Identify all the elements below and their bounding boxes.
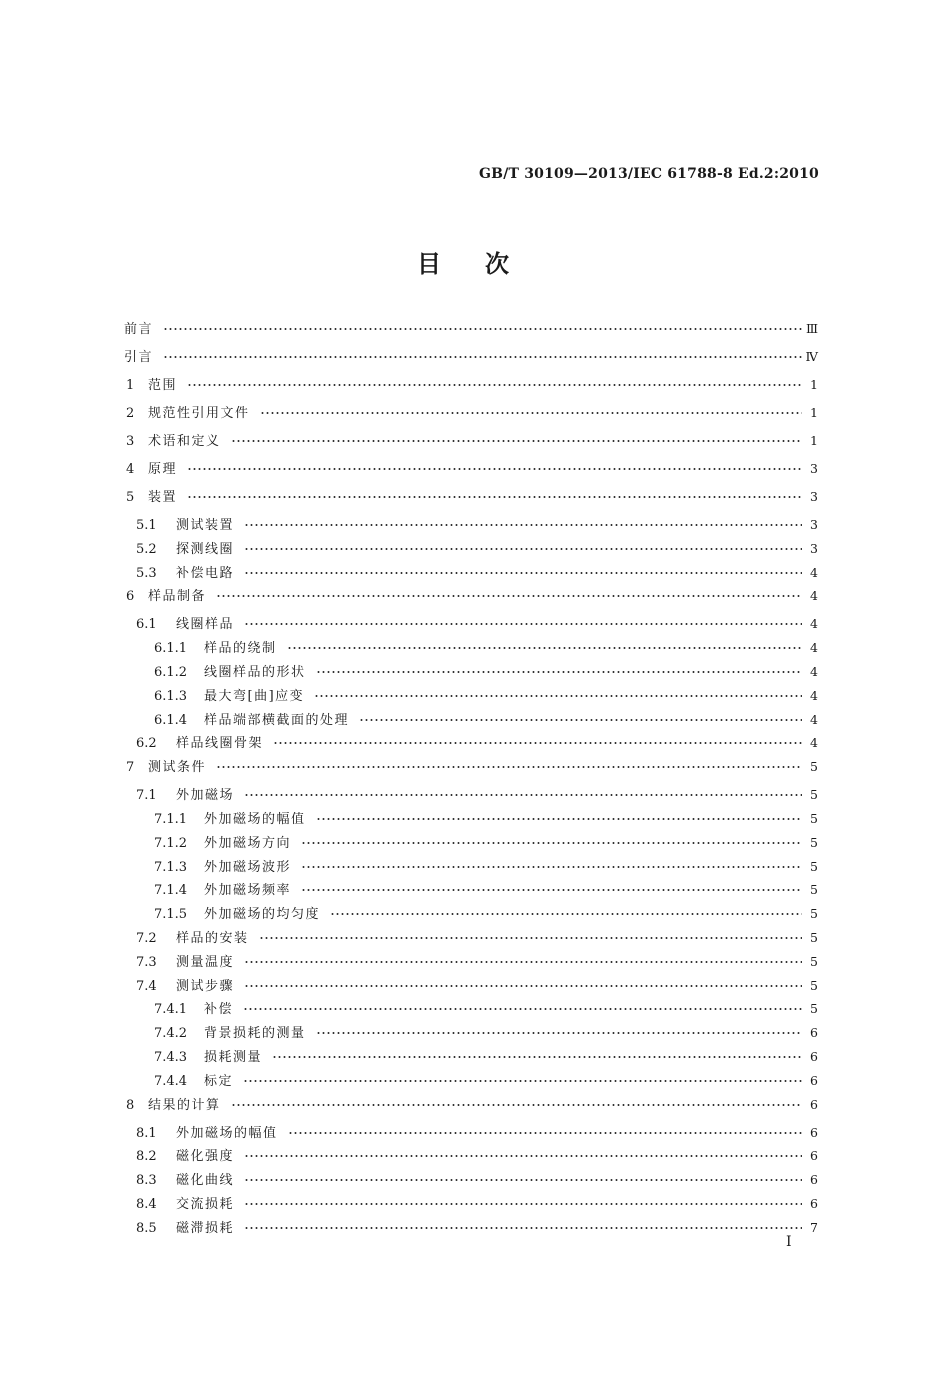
toc-entry[interactable] <box>124 661 818 685</box>
toc-entry-page: 5 <box>810 810 818 826</box>
toc-entry-label: 范围 <box>148 378 178 393</box>
toc-entry-page: 4 <box>810 564 818 580</box>
toc-entry-label: 外加磁场的幅值 <box>204 811 306 827</box>
toc-entry-page: 6 <box>810 1148 818 1164</box>
dot-leader <box>244 960 802 964</box>
toc-entry[interactable] <box>124 903 818 927</box>
dot-leader <box>231 1103 802 1107</box>
toc-entry-label: 结果的计算 <box>148 1097 221 1113</box>
toc-entry[interactable] <box>124 1145 818 1169</box>
toc-entry[interactable] <box>124 998 818 1022</box>
page-number: I <box>786 1234 792 1250</box>
toc-entry[interactable] <box>124 1070 818 1094</box>
toc-entry-label: 损耗测量 <box>204 1049 263 1065</box>
dot-leader <box>301 841 802 845</box>
toc-entry-number: 7.4 <box>136 978 157 994</box>
toc-entry-page: 4 <box>810 640 818 656</box>
dot-leader <box>244 984 802 988</box>
dot-leader <box>244 1178 802 1182</box>
dot-leader <box>244 571 802 575</box>
toc-entry-page: 4 <box>810 663 818 679</box>
toc-entry-number: 6.1.1 <box>154 641 188 657</box>
toc-entry-label: 装置 <box>148 490 178 505</box>
dot-leader <box>231 439 802 443</box>
toc-entry-page: 4 <box>810 616 818 632</box>
toc-entry-page: 6 <box>810 1096 818 1112</box>
toc-entry-page: 5 <box>810 906 818 922</box>
toc-entry-label: 规范性引用文件 <box>148 406 250 421</box>
toc-entry-label: 测试条件 <box>148 760 207 776</box>
toc-entry-number: 8.2 <box>136 1149 157 1165</box>
toc-entry-number: 6.2 <box>136 736 157 752</box>
toc-entry-page: 3 <box>810 489 818 504</box>
dot-leader <box>316 817 802 821</box>
toc-entry-page: 4 <box>810 687 818 703</box>
toc-entry[interactable] <box>124 346 818 374</box>
toc-entry[interactable] <box>124 756 818 784</box>
toc-entry[interactable] <box>124 318 818 346</box>
dot-leader <box>316 670 802 674</box>
standard-code: GB/T 30109—2013/IEC 61788-8 Ed.2:2010 <box>479 166 819 182</box>
toc-entry-number: 7.4.2 <box>154 1026 188 1042</box>
toc-entry-label: 磁化强度 <box>176 1149 235 1165</box>
toc-entry-label: 背景损耗的测量 <box>204 1026 306 1042</box>
toc-entry-number: 5.3 <box>136 565 157 581</box>
dot-leader <box>316 1031 802 1035</box>
toc-entry-page: 1 <box>810 377 818 392</box>
toc-entry[interactable] <box>124 975 818 999</box>
toc-entry-number: 8.5 <box>136 1220 157 1236</box>
table-of-contents <box>124 318 818 1241</box>
toc-entry-label: 测量温度 <box>176 954 235 970</box>
toc-entry-number: 7.4.1 <box>154 1002 188 1018</box>
toc-entry[interactable] <box>124 402 818 430</box>
toc-entry-number: 5.1 <box>136 518 157 533</box>
dot-leader <box>314 694 802 698</box>
toc-entry[interactable] <box>124 1217 818 1241</box>
toc-entry-page: 5 <box>810 882 818 898</box>
toc-entry[interactable] <box>124 1122 818 1146</box>
dot-leader <box>330 912 802 916</box>
toc-entry[interactable] <box>124 879 818 903</box>
dot-leader <box>187 467 802 471</box>
dot-leader <box>243 1079 802 1083</box>
toc-entry-page: 6 <box>810 1172 818 1188</box>
dot-leader <box>244 1154 802 1158</box>
toc-entry-number: 7.1.1 <box>154 811 188 827</box>
dot-leader <box>288 1131 802 1135</box>
toc-entry[interactable] <box>124 1169 818 1193</box>
toc-entry-page: Ⅳ <box>805 349 818 364</box>
toc-entry-page: 4 <box>810 588 818 604</box>
toc-entry-label: 线圈样品 <box>176 617 235 633</box>
dot-leader <box>273 741 802 745</box>
toc-entry-label: 探测线圈 <box>176 541 235 557</box>
toc-entry-page: 5 <box>810 759 818 775</box>
toc-entry-page: 7 <box>810 1219 818 1235</box>
toc-entry-number: 6.1.2 <box>154 664 188 680</box>
toc-entry-label: 样品线圈骨架 <box>176 736 264 752</box>
toc-entry-number: 5 <box>126 490 135 505</box>
dot-leader <box>287 646 802 650</box>
toc-entry-number: 7.1.2 <box>154 835 188 851</box>
dot-leader <box>243 1007 802 1011</box>
toc-entry-number: 6.1.4 <box>154 712 188 728</box>
toc-entry-label: 外加磁场的均匀度 <box>204 907 321 923</box>
toc-entry-label: 样品制备 <box>148 589 207 605</box>
toc-entry-label: 测试步骤 <box>176 978 235 994</box>
toc-entry-number: 7.1.3 <box>154 859 188 875</box>
toc-entry-page: 5 <box>810 858 818 874</box>
toc-entry-number: 5.2 <box>136 541 157 557</box>
toc-entry[interactable] <box>124 458 818 486</box>
toc-entry-page: 5 <box>810 953 818 969</box>
dot-leader <box>163 327 802 331</box>
toc-entry-label: 测试装置 <box>176 518 235 533</box>
toc-entry-label: 前言 <box>124 322 154 337</box>
dot-leader <box>259 936 802 940</box>
dot-leader <box>359 718 802 722</box>
toc-entry[interactable] <box>124 832 818 856</box>
toc-entry-label: 补偿电路 <box>176 565 235 581</box>
toc-entry-number: 6.1.3 <box>154 688 188 704</box>
toc-entry-page: 1 <box>810 405 818 420</box>
toc-entry-number: 8.1 <box>136 1125 157 1141</box>
toc-entry-number: 7.3 <box>136 954 157 970</box>
toc-entry-label: 外加磁场波形 <box>204 859 292 875</box>
toc-entry[interactable] <box>124 430 818 458</box>
toc-entry-page: 3 <box>810 540 818 556</box>
toc-entry[interactable] <box>124 1094 818 1122</box>
dot-leader <box>301 865 802 869</box>
dot-leader <box>272 1055 802 1059</box>
toc-entry-page: 6 <box>810 1072 818 1088</box>
dot-leader <box>244 1226 802 1230</box>
toc-entry-number: 7.1.5 <box>154 907 188 923</box>
toc-entry-number: 8.3 <box>136 1173 157 1189</box>
toc-entry-number: 7 <box>126 760 135 776</box>
toc-entry[interactable] <box>124 562 818 586</box>
toc-entry-number: 7.2 <box>136 930 157 946</box>
toc-entry[interactable] <box>124 1193 818 1217</box>
toc-entry-page: 6 <box>810 1124 818 1140</box>
toc-entry-page: 5 <box>810 1001 818 1017</box>
toc-entry[interactable] <box>124 486 818 514</box>
toc-entry-page: 1 <box>810 433 818 448</box>
toc-entry-number: 6.1 <box>136 617 157 633</box>
toc-entry-label: 最大弯[曲]应变 <box>204 688 305 704</box>
dot-leader <box>216 594 802 598</box>
toc-entry-number: 2 <box>126 406 135 421</box>
toc-entry[interactable] <box>124 613 818 637</box>
toc-entry-label: 磁化曲线 <box>176 1173 235 1189</box>
page-title: 目次 <box>417 249 553 278</box>
toc-entry-page: Ⅲ <box>805 321 818 336</box>
toc-entry-number: 8.4 <box>136 1196 157 1212</box>
dot-leader <box>216 765 802 769</box>
toc-entry[interactable] <box>124 538 818 562</box>
toc-entry-label: 样品的绕制 <box>204 641 277 657</box>
toc-entry-page: 6 <box>810 1048 818 1064</box>
toc-entry-number: 4 <box>126 462 135 477</box>
toc-entry-page: 4 <box>810 711 818 727</box>
toc-entry[interactable] <box>124 1046 818 1070</box>
toc-entry[interactable] <box>124 927 818 951</box>
toc-entry-label: 样品端部横截面的处理 <box>204 712 350 728</box>
toc-entry-page: 3 <box>810 517 818 532</box>
dot-leader <box>244 622 802 626</box>
dot-leader <box>244 523 802 527</box>
toc-entry[interactable] <box>124 856 818 880</box>
toc-entry-label: 磁滞损耗 <box>176 1220 235 1236</box>
dot-leader <box>163 355 801 359</box>
toc-entry-page: 5 <box>810 929 818 945</box>
toc-entry[interactable] <box>124 685 818 709</box>
toc-entry-page: 6 <box>810 1195 818 1211</box>
dot-leader <box>187 383 802 387</box>
toc-entry-number: 7.4.4 <box>154 1073 188 1089</box>
toc-entry-label: 标定 <box>204 1073 234 1089</box>
toc-entry[interactable] <box>124 709 818 733</box>
toc-entry[interactable] <box>124 784 818 808</box>
toc-entry-label: 引言 <box>124 350 154 365</box>
toc-entry-number: 3 <box>126 434 135 449</box>
toc-entry-page: 3 <box>810 461 818 476</box>
toc-entry-page: 5 <box>810 834 818 850</box>
toc-entry[interactable] <box>124 374 818 402</box>
toc-entry-page: 5 <box>810 787 818 803</box>
toc-entry-label: 补偿 <box>204 1002 234 1018</box>
toc-entry-number: 7.4.3 <box>154 1049 188 1065</box>
dot-leader <box>260 411 802 415</box>
toc-entry-label: 线圈样品的形状 <box>204 664 306 680</box>
dot-leader <box>187 495 802 499</box>
dot-leader <box>244 1202 802 1206</box>
toc-entry[interactable] <box>124 637 818 661</box>
toc-entry-label: 外加磁场方向 <box>204 835 292 851</box>
toc-entry-label: 样品的安装 <box>176 930 249 946</box>
toc-entry-label: 原理 <box>148 462 178 477</box>
toc-entry[interactable] <box>124 951 818 975</box>
dot-leader <box>301 888 802 892</box>
toc-entry-label: 交流损耗 <box>176 1196 235 1212</box>
toc-entry-label: 外加磁场 <box>176 788 235 804</box>
toc-entry-label: 术语和定义 <box>148 434 221 449</box>
toc-entry-label: 外加磁场的幅值 <box>176 1125 278 1141</box>
dot-leader <box>244 547 802 551</box>
toc-entry-page: 4 <box>810 735 818 751</box>
toc-entry[interactable] <box>124 808 818 832</box>
toc-entry-number: 8 <box>126 1097 135 1113</box>
toc-entry-page: 6 <box>810 1025 818 1041</box>
toc-entry-label: 外加磁场频率 <box>204 883 292 899</box>
toc-entry-number: 7.1.4 <box>154 883 188 899</box>
toc-entry[interactable] <box>124 1022 818 1046</box>
toc-entry[interactable] <box>124 732 818 756</box>
toc-entry-page: 5 <box>810 977 818 993</box>
dot-leader <box>244 793 802 797</box>
toc-entry[interactable] <box>124 514 818 538</box>
toc-entry-number: 6 <box>126 589 135 605</box>
toc-entry-number: 7.1 <box>136 788 157 804</box>
toc-entry[interactable] <box>124 585 818 613</box>
toc-entry-number: 1 <box>126 378 135 393</box>
